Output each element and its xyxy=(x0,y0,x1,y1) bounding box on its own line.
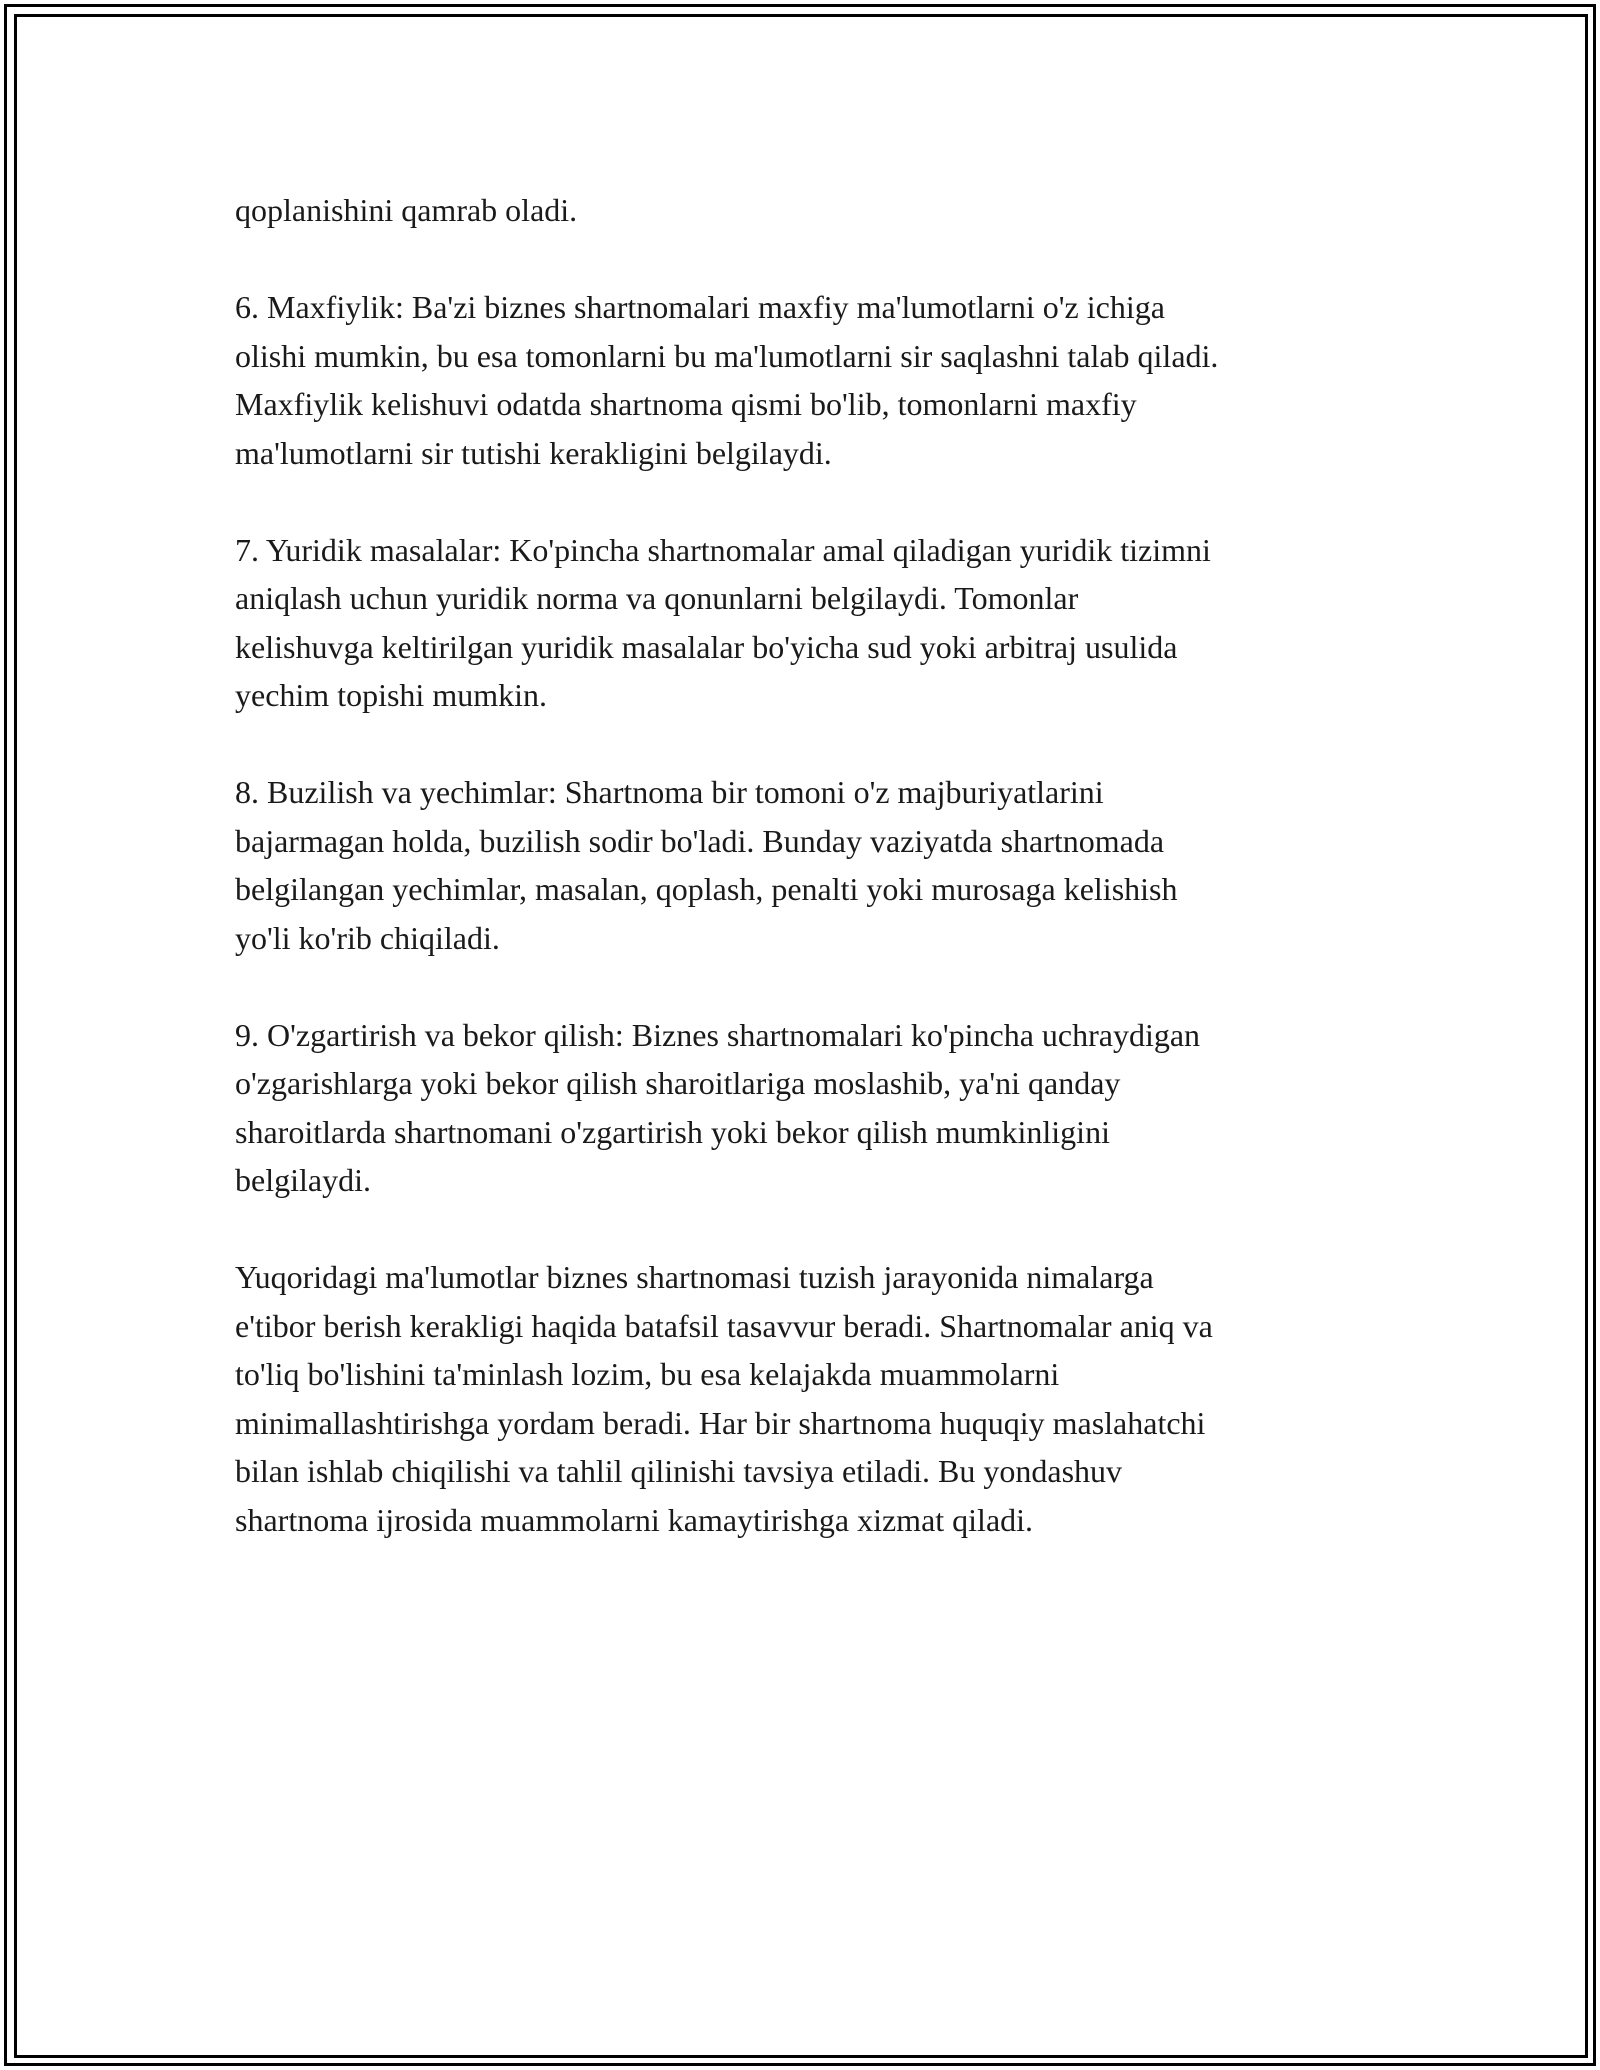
paragraph-legal-issues: 7. Yuridik masalalar: Ko'pincha shartnomalar amal qiladigan yuridik tizimni aniqlash uchun yuridik norma va qonunlarni belgilaydi. Tomonlar kelishuvga keltirilgan yuridik masalalar bo'yicha sud yoki arbitraj usulida yechim topishi mumkin. xyxy=(235,531,1211,713)
document-body xyxy=(235,186,1375,1593)
paragraph-conclusion: Yuqoridagi ma'lumotlar biznes shartnomasi tuzish jarayonida nimalarga e'tibor berish kerakligi haqida batafsil tasavvur beradi. Shartnomalar aniq va to'liq bo'lishini ta'minlash lozim, bu esa kelajakda muammolarni minimallashtirishga yordam beradi. Har bir shartnoma huquqiy maslahatchi bilan ishlab chiqilishi va tahlil qilinishi tavsiya etiladi. Bu yondashuv shartnoma ijrosida muammolarni kamaytirishga xizmat qiladi. xyxy=(235,1259,1213,1538)
paragraph-breach-remedies: 8. Buzilish va yechimlar: Shartnoma bir tomoni o'z majburiyatlarini bajarmagan holda, buzilish sodir bo'ladi. Bunday vaziyatda shartnomada belgilangan yechimlar, masalan, qoplash, penalti yoki murosaga kelishish yo'li ko'rib chiqiladi. xyxy=(235,774,1178,956)
paragraph-continuation: qoplanishini qamrab oladi. xyxy=(235,192,578,228)
paragraph-confidentiality: 6. Maxfiylik: Ba'zi biznes shartnomalari maxfiy ma'lumotlarni o'z ichiga olishi mumkin, bu esa tomonlarni bu ma'lumotlarni sir saqlashni talab qiladi. Maxfiylik kelishuvi odatda shartnoma qismi bo'lib, tomonlarni maxfiy ma'lumotlarni sir tutishi kerakligini belgilaydi. xyxy=(235,289,1219,471)
paragraph-amendment-termination: 9. O'zgartirish va bekor qilish: Biznes shartnomalari ko'pincha uchraydigan o'zgarishlarga yoki bekor qilish sharoitlariga moslashib, ya'ni qanday sharoitlarda shartnomani o'zgartirish yoki bekor qilish mumkinligini belgilaydi. xyxy=(235,1016,1201,1198)
